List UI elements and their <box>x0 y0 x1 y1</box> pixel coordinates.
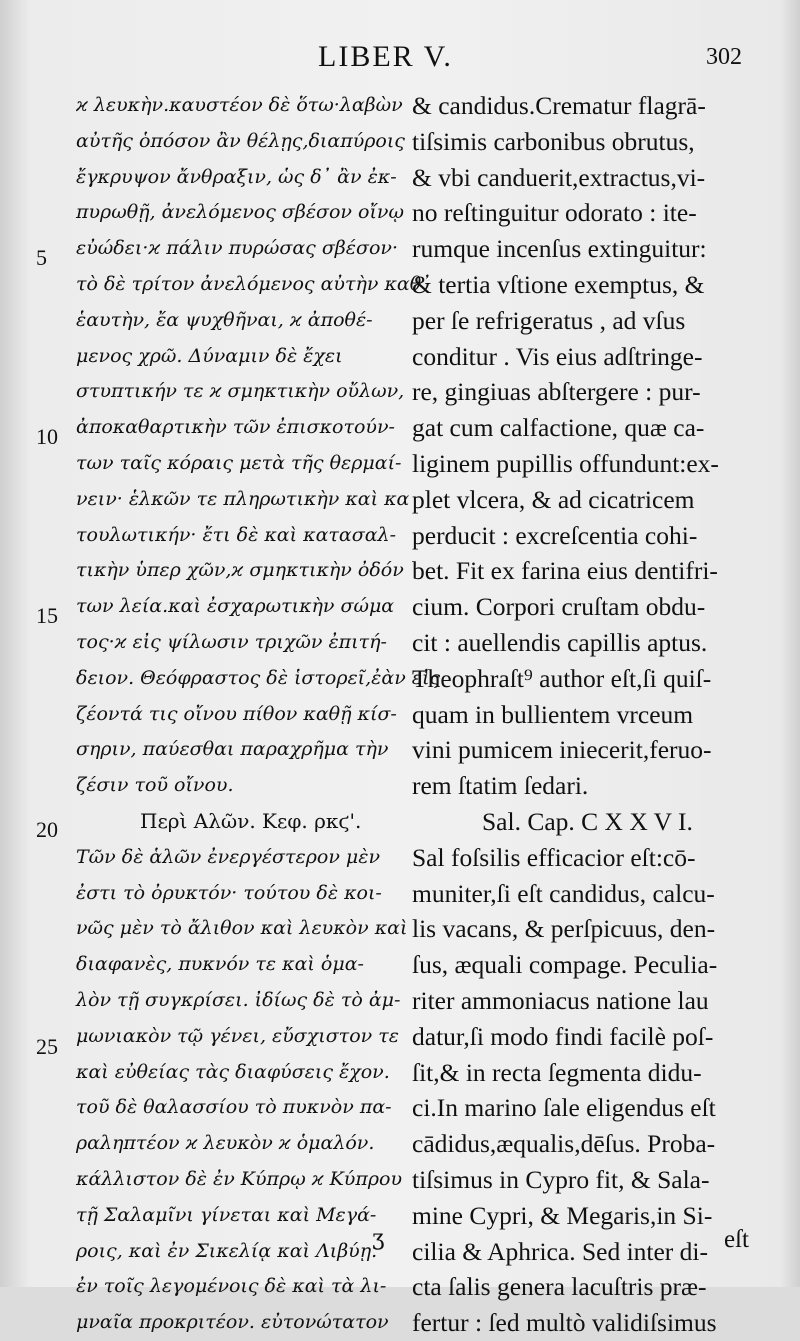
text-line: αὐτῆς ὁπόσον ἂν θέλῃς,διαπύροις <box>76 129 405 152</box>
line-number: 15 <box>36 603 58 628</box>
text-line: Τῶν δὲ ἁλῶν ἐνεργέστερον μὲν <box>76 845 381 868</box>
text-line: ſus, æquali compage. Peculia- <box>412 950 718 980</box>
text-line: cilia & Aphrica. Sed inter di- <box>412 1236 709 1266</box>
text-line: δειον. Θεόφραστος δὲ ἱστορεῖ,ἐὰν εἰς <box>76 666 441 689</box>
text-line: ζέοντά τις οἴνου πίθον καθῇ κίσ- <box>76 702 397 725</box>
chapter-heading: Sal. Cap. C X X V I. <box>482 806 693 836</box>
text-line: vini pumicem iniecerit,feruo- <box>412 735 712 765</box>
text-line: re, gingiuas abſtergere : pur- <box>412 377 701 407</box>
text-line: νῶς μὲν τὸ ἄλιθον καὶ λευκὸν καὶ <box>76 917 408 940</box>
latin-text-column <box>412 88 764 1341</box>
text-line: conditur . Vis eius adſtringe- <box>412 341 703 371</box>
text-line: mine Cypri, & Megaris,in Si- <box>412 1200 713 1230</box>
text-line: εὐώδει·ϰ πάλιν πυρώσας σβέσον· <box>76 237 398 260</box>
text-line: riter ammoniacus natione lau <box>412 985 709 1015</box>
text-line: ἐστι τὸ ὀρυκτόν· τούτου δὲ κοι- <box>76 881 382 904</box>
text-line: κάλλιστον δὲ ἐν Κύπρῳ ϰ Κύπρου <box>76 1167 403 1190</box>
text-line: rem ſtatim ſedari. <box>412 771 589 801</box>
text-line: cta ſalis genera lacuſtris præ- <box>412 1272 707 1302</box>
text-line: τουλωτικήν· ἔτι δὲ καὶ κατασαλ- <box>76 523 397 546</box>
text-line: plet vlcera, & ad cicatricem <box>412 484 695 514</box>
text-line: ἀποκαθαρτικὴν τῶν ἐπισκοτούν- <box>76 416 395 439</box>
text-line: bet. Fit ex farina eius dentifri- <box>412 556 718 586</box>
text-line: νειν· ἑλκῶν τε πληρωτικὴν καὶ κα <box>76 487 410 510</box>
text-line: ραληπτέον ϰ λευκὸν ϰ ὁμαλόν. <box>76 1132 375 1155</box>
folio-number: 302 <box>706 44 742 70</box>
line-number: 25 <box>36 1034 58 1059</box>
text-line: των ταῖς κόραις μετὰ τῆς θερμαί- <box>76 451 402 474</box>
line-number: 10 <box>36 424 58 449</box>
text-line: tiſsimus in Cypro fit, & Sala- <box>412 1164 710 1194</box>
text-line: τὸ δὲ τρίτον ἀνελόμενος αὐτὴν καθ᾽ <box>76 272 431 295</box>
signature-mark: ʒ <box>372 1226 385 1251</box>
text-line: gat cum calfactione, quæ ca- <box>412 413 705 443</box>
text-line: μενος χρῶ. Δύναμιν δὲ ἔχει <box>76 344 343 367</box>
text-line: cādidus,æqualis,dēſus. Proba- <box>412 1129 716 1159</box>
text-line: τικὴν ὑπερ χῶν,ϰ σμηκτικὴν ὀδόν <box>76 559 404 582</box>
text-line: & vbi canduerit,extractus,vi- <box>412 162 706 192</box>
text-line: ϰ λευκὴν.καυστέον δὲ ὅτω·λαβὼν <box>76 94 403 116</box>
text-line: lis vacans, & perſpicuus, den- <box>412 914 716 944</box>
text-line: ροις, καὶ ἐν Σικελίᾳ καὶ Λιβύῃ. <box>76 1239 378 1262</box>
text-line: των λεία.καὶ ἐσχαρωτικὴν σώμα <box>76 595 395 618</box>
text-line: Theophraſt⁹ author eſt,ſi quiſ- <box>412 663 712 693</box>
text-line: στυπτικήν τε ϰ σμηκτικὴν οὔλων, <box>76 380 405 403</box>
text-line: quam in bullientem vrceum <box>412 699 694 729</box>
text-line: ζέσιν τοῦ οἴνου. <box>76 774 234 797</box>
text-line: muniter,ſi eſt candidus, calcu- <box>412 878 715 908</box>
text-line: ἔγκρυψον ἄνθραξιν, ὡς δ᾽ ἂν ἐκ- <box>76 165 397 188</box>
text-line: τῇ Σαλαμῖνι γίνεται καὶ Μεγά- <box>76 1203 377 1226</box>
text-line: no reſtinguitur odorato : ite- <box>412 198 697 228</box>
catchword: eſt <box>724 1226 749 1253</box>
line-number: 20 <box>36 817 58 842</box>
text-line: liginem pupillis offundunt:ex- <box>412 448 719 478</box>
text-line: & tertia vſtione exemptus, & <box>412 269 705 299</box>
text-line: μναῖα προκριτέον. εὐτονώτατον <box>76 1311 389 1334</box>
line-number: 5 <box>36 245 47 270</box>
text-line: σηριν, παύεσθαι παραχρῆμα τὴν <box>76 738 389 761</box>
running-title: LIBER V. <box>318 40 453 73</box>
text-line: Sal foſsilis efficacior eſt:cō- <box>412 842 696 872</box>
text-line: διαφανὲς, πυκνόν τε καὶ ὁμα- <box>76 953 364 976</box>
text-line: per ſe refrigeratus , ad vſus <box>412 305 686 335</box>
text-line: ἑαυτὴν, ἔα ψυχθῆναι, ϰ ἀποθέ- <box>76 308 373 331</box>
text-line: πυρωθῇ, ἀνελόμενος σβέσον οἴνῳ <box>76 201 404 224</box>
chapter-heading: Περὶ Αλῶν. Κεφ. ρκϛ'. <box>140 808 362 833</box>
text-line: & candidus.Crematur flagrā- <box>412 91 706 120</box>
text-line: cium. Corpori cruſtam obdu- <box>412 592 706 622</box>
page-header <box>0 40 800 80</box>
text-line: τος·ϰ εἰς ψίλωσιν τριχῶν ἐπιτή- <box>76 630 387 653</box>
text-line: perducit : excreſcentia cohi- <box>412 520 698 550</box>
text-line: datur,ſi modo findi facilè poſ- <box>412 1021 714 1051</box>
text-line: ci.In marino ſale eligendus eſt <box>412 1093 716 1123</box>
text-line: ſit,& in recta ſegmenta didu- <box>412 1057 702 1087</box>
greek-text-column <box>76 88 441 1341</box>
text-line: fertur : ſed multò validiſsimus <box>412 1308 717 1338</box>
text-line: λὸν τῇ συγκρίσει. ἰδίως δὲ τὸ ἀμ- <box>76 988 401 1011</box>
text-line: ἐν τοῖς λεγομένοις δὲ καὶ τὰ λι- <box>76 1275 387 1298</box>
text-line: μωνιακὸν τῷ γένει, εὔσχιστον τε <box>76 1024 399 1047</box>
text-line: τοῦ δὲ θαλασσίου τὸ πυκνὸν πα- <box>76 1096 392 1119</box>
text-line: cit : auellendis capillis aptus. <box>412 627 708 657</box>
text-line: καὶ εὐθείας τὰς διαφύσεις ἔχον. <box>76 1060 390 1083</box>
text-line: rumque incenſus extinguitur: <box>412 234 707 264</box>
text-line: tiſsimis carbonibus obrutus, <box>412 126 695 156</box>
